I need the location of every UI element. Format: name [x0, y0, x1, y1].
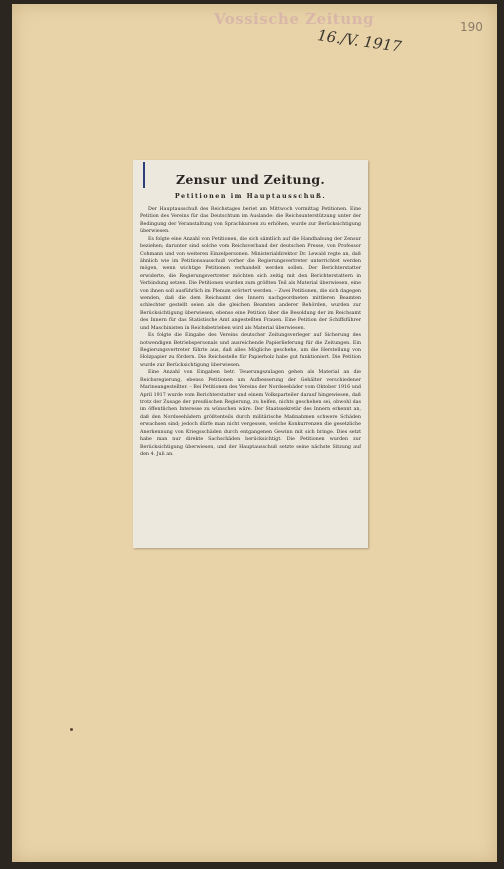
- article-paragraph: Es folgte die Eingabe des Vereins deutscher Zeitungsverleger auf Sicherung des notwendigen Betriebspersonals und ausreichende Papierlieferung für die Zeitungen. Ein Regierungsvertreter führte aus, daß alles Mögliche geschehe, um die Herstellung von Holzpapier zu fördern. Die Reichsstelle für Papierholz habe gut funktioniert. Die Petition wurde zur Berücksichtigung überwiesen.: [140, 333, 361, 368]
- ink-marker: [143, 162, 145, 188]
- article-subheadline: Petitionen im Hauptausschuß.: [174, 192, 327, 200]
- article-headline: Zensur und Zeitung.: [175, 172, 326, 187]
- handwritten-date: 16./V. 1917: [316, 26, 403, 56]
- article-paragraph: Es folgte eine Anzahl von Petitionen, die sich sämtlich auf die Handhabung der Zensur beziehen; darunter sind solche vom Reichsverband der deutschen Presse, von Professor Cohmann und von weiteren Einzelpersonen. Ministerialdirektor Dr. Lewald regte an, daß ähnlich wie im Petitionsausschuß vorher die Regierungsvertreter unterrichtet werden mögen, wenn wichtige Petitionen verhandelt werden sollen. Der Berichterstatter erwiderte, die Regierungsvertreter möchten sich zeitig mit den Berichterstattern in Verbindung setzen. Die Petitionen wurden zum größten Teil als Material überwiesen, eine von ihnen soll ausführlich im Plenum erörtert werden. – Zwei Petitionen, die sich dagegen wenden, daß die dem Reichsamt des Innern nachgeordneten mittleren Beamten schlechter gestellt seien als die gleichen Beamten anderer Behörden, wurden zur Berücksichtigung überwiesen, ebenso eine Petition über die Besoldung der im Reichsamt des Innern für das Statistische Amt angestellten Frauen. Eine Petition der Schiffsführer und Maschinisten in Reichsbetrieben wird als Material überwiesen.: [140, 236, 361, 331]
- paper-spot: [70, 728, 73, 731]
- page-number: 190: [460, 20, 483, 34]
- article-paragraph: Eine Anzahl von Eingaben betr. Teuerungszulagen gehen als Material an die Reichsregierung, ebenso Petitionen um Aufbesserung der Gehälter verschiedener Marineangestellter. – Bei Petitionen des Vereins der Nordseebäder vom Oktober 1916 und April 1917 wurde vom Berichterstatter und einem Volksparteiler darauf hingewiesen, daß trotz der Zusage der preußischen Regierung, zu helfen, nichts geschehen sei, obwohl das im öffentlichen Interesse zu wünschen wäre. Der Staatssekretär des Innern erkennt an, daß den Nordseebädern größtenteils durch militärische Maßnahmen schwere Schäden erwachsen sind; jedoch dürfe man nicht vergessen, welche Konkurrenzen die gesetzliche Anerkennung von Kriegsschäden durch entgangenen Gewinn mit sich bringe. Dies setzt habe man nur direkte Sachschäden berücksichtigt. Die Petitionen wurden zur Berücksichtigung überwiesen, und der Hauptausschuß setzte seine nächste Sitzung auf den 4. Juli an.: [140, 370, 361, 457]
- article-paragraph: Der Hauptausschuß des Reichstages beriet am Mittwoch vormittag Petitionen. Eine Petition des Vereins für das Deutschtum im Auslande: die Reichsunterstützung unter der Bedingung der Veranstaltung von Sprachkursen zu erhöhen, wurde zur Berücksichtigung überwiesen.: [140, 207, 361, 235]
- newspaper-stamp: Vossische Zeitung: [214, 10, 375, 28]
- article-body: [140, 206, 361, 458]
- newspaper-clipping: [133, 160, 368, 548]
